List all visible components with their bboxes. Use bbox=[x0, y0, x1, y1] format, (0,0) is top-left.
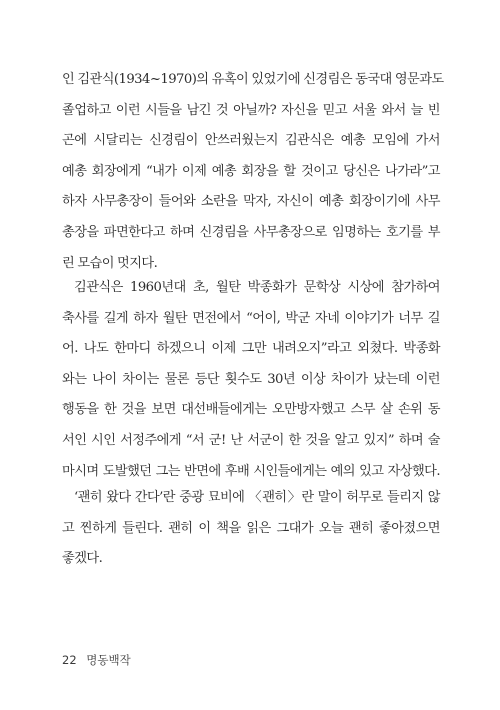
book-title: 명동백작 bbox=[86, 653, 131, 667]
paragraph-2 bbox=[62, 273, 440, 487]
text-line: 예총 회장에게 “내가 이제 예총 회장을 할 것이고 당신은 나가라”고 bbox=[62, 163, 440, 179]
text-line: 마시며 도발했던 그는 반면에 후배 시인들에게는 예의 있고 자상했다. bbox=[62, 463, 440, 479]
paragraph-1 bbox=[62, 65, 444, 279]
text-line: 하자 사무총장이 들어와 소란을 막자, 자신이 예총 회장이기에 사무 bbox=[62, 194, 440, 210]
text-line: 좋겠다. bbox=[62, 551, 103, 567]
text-line: 행동을 한 것을 보면 대선배들에게는 오만방자했고 스무 살 손위 동 bbox=[62, 402, 440, 418]
text-line: 곤에 시달리는 신경림이 안쓰러웠는지 김관식은 예총 모임에 가서 bbox=[62, 133, 440, 149]
text-line: 축사를 길게 하자 월탄 면전에서 “어이, 박군 자네 이야기가 너무 길 bbox=[62, 310, 440, 326]
text-line: 고 찐하게 들린다. 괜히 이 책을 읽은 그대가 오늘 괜히 좋아졌으면 bbox=[62, 520, 440, 536]
page-footer bbox=[62, 652, 131, 668]
text-line: ‘괜히 왔다 간다’란 중광 묘비에 〈괜히〉란 말이 허무로 들리지 않 bbox=[74, 490, 440, 505]
text-line: 총장을 파면한다고 하며 신경림을 사무총장으로 임명하는 호기를 부 bbox=[62, 224, 440, 240]
text-line: 인 김관식(1934~1970)의 유혹이 있었기에 신경림은 동국대 영문과도 bbox=[62, 72, 444, 87]
page-number: 22 bbox=[62, 653, 77, 667]
text-line: 와는 나이 차이는 물론 등단 횟수도 30년 이상 차이가 났는데 이런 bbox=[62, 371, 440, 387]
text-line: 린 모습이 멋지다. bbox=[62, 255, 158, 271]
paragraph-3 bbox=[62, 483, 440, 575]
text-line: 김관식은 1960년대 초, 월탄 박종화가 문학상 시상에 참가하여 bbox=[74, 280, 440, 295]
text-line: 졸업하고 이런 시들을 남긴 것 아닐까? 자신을 믿고 서울 와서 늘 빈 bbox=[62, 102, 440, 118]
text-line: 서인 시인 서정주에게 “서 군! 난 서군이 한 것을 알고 있지” 하며 술 bbox=[62, 432, 440, 448]
text-line: 어. 나도 한마디 하겠으니 이제 그만 내려오지”라고 외쳤다. 박종화 bbox=[62, 341, 440, 357]
